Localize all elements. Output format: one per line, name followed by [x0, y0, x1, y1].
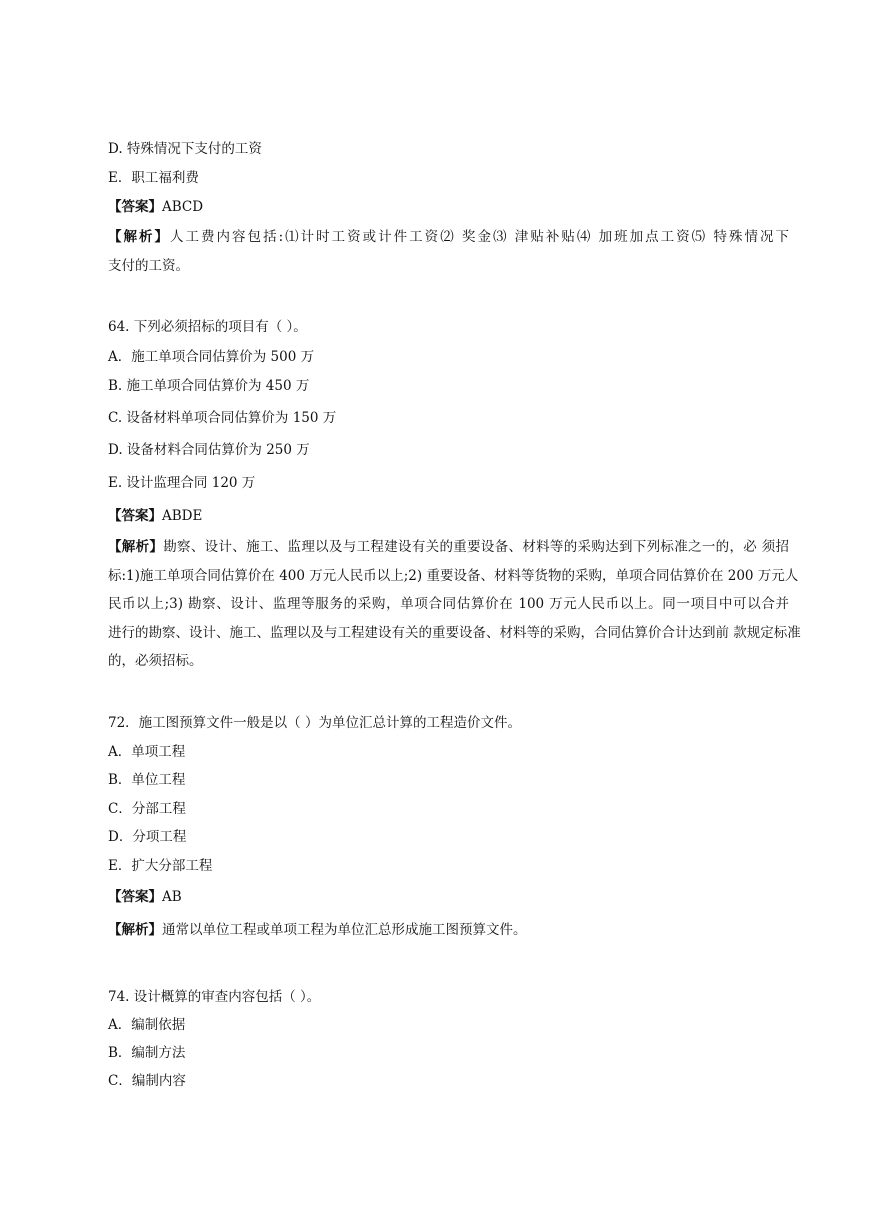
answer-tag: 【答案】	[108, 889, 162, 905]
analysis-tag: 【解析】	[108, 922, 162, 938]
option-d: D. 特殊情况下支付的工资	[108, 141, 262, 157]
option-e: E．职工福利费	[108, 170, 199, 186]
question-72: 72．施工图预算文件一般是以（ ）为单位汇总计算的工程造价文件。	[108, 715, 521, 731]
analysis-tag: 【解析】	[108, 539, 164, 555]
q72-analysis-line	[108, 921, 789, 939]
q64-option-e: E. 设计监理合同 120 万	[108, 475, 256, 491]
q64-option-b: B. 施工单项合同估算价为 450 万	[108, 378, 310, 394]
analysis-row: 标:1)施工单项合同估算价在 400 万元人民币以上;2) 重要设备、材料等货物的采购，单项合同估算价在 200 万元人	[108, 567, 799, 584]
q64-answer-line	[108, 507, 789, 525]
answer-value: ABDE	[162, 508, 203, 524]
analysis-row: 进行的勘察、设计、施工、监理以及与工程建设有关的重要设备、材料等的采购，合同估算价合计达到前 款规定标准	[108, 624, 801, 641]
answer-line	[108, 198, 789, 216]
analysis-paragraph	[108, 223, 789, 280]
q72-option-a: A．单项工程	[108, 744, 186, 760]
analysis-row: 民币以上;3) 勘察、设计、监理等服务的采购，单项合同估算价在 100 万元人民币以上。同一项目中可以合并	[108, 596, 789, 613]
question-74: 74. 设计概算的审查内容包括（ ）。	[108, 989, 321, 1005]
analysis-row: 的，必须招标。	[108, 653, 203, 670]
q74-option-a: A．编制依据	[108, 1017, 186, 1033]
q72-option-c: C．分部工程	[108, 801, 186, 817]
analysis-row: 支付的工资。	[108, 257, 189, 274]
q72-option-b: B．单位工程	[108, 772, 186, 788]
answer-tag: 【答案】	[108, 199, 162, 215]
question-64: 64. 下列必须招标的项目有（ ）。	[108, 319, 307, 335]
analysis-text: 勘察、设计、施工、监理以及与工程建设有关的重要设备、材料等的采购达到下列标准之一的，必 须招	[163, 539, 790, 555]
answer-value: AB	[162, 889, 182, 905]
answer-value: ABCD	[162, 199, 204, 215]
q64-option-d: D. 设备材料合同估算价为 250 万	[108, 442, 310, 458]
answer-tag: 【答案】	[108, 508, 162, 524]
analysis-text: 人工费内容包括:⑴计时工资或计件工资⑵ 奖金⑶ 津贴补贴⑷ 加班加点工资⑸ 特殊情况下	[170, 229, 790, 245]
q72-option-d: D．分项工程	[108, 829, 187, 845]
q64-analysis-paragraph	[108, 533, 801, 676]
q72-option-e: E．扩大分部工程	[108, 858, 213, 874]
q64-option-a: A．施工单项合同估算价为 500 万	[108, 349, 315, 365]
analysis-row	[108, 223, 789, 252]
analysis-text: 通常以单位工程或单项工程为单位汇总形成施工图预算文件。	[162, 922, 527, 938]
q74-option-b: B．编制方法	[108, 1045, 186, 1061]
q72-answer-line	[108, 888, 789, 906]
q74-option-c: C．编制内容	[108, 1073, 186, 1089]
q64-option-c: C. 设备材料单项合同估算价为 150 万	[108, 410, 337, 426]
analysis-row	[108, 533, 789, 562]
analysis-tag: 【解析】	[108, 229, 171, 245]
